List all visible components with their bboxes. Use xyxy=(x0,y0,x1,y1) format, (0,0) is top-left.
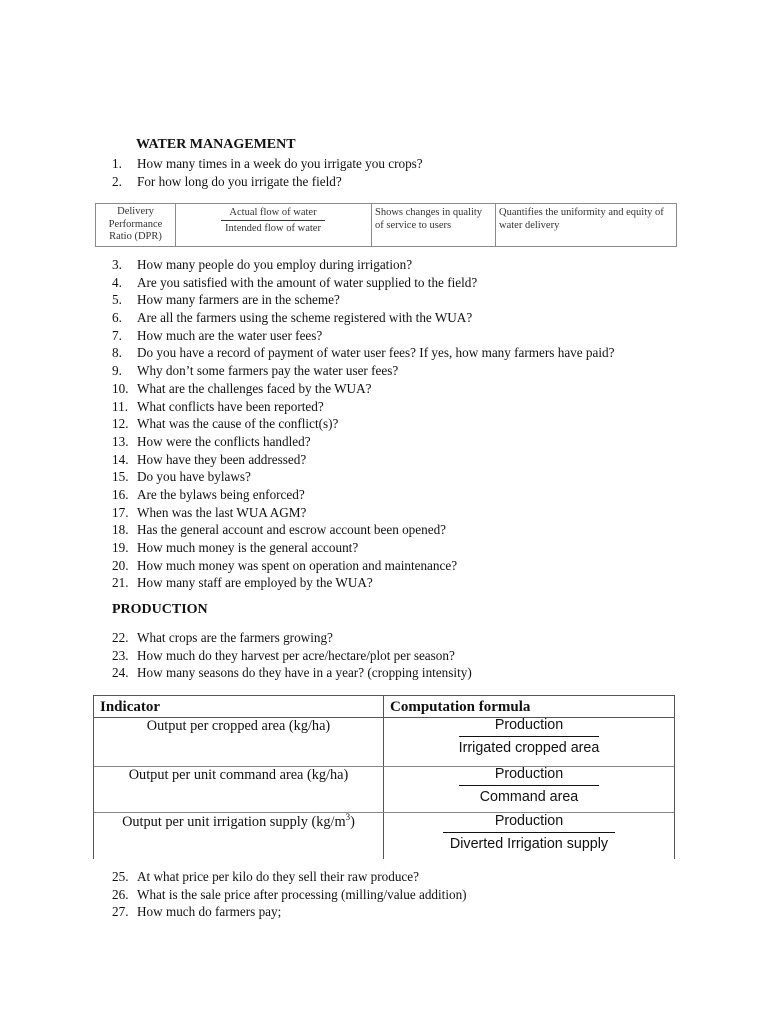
dpr-indicator-cell xyxy=(96,204,175,248)
question-text: How many people do you employ during irrigation? xyxy=(137,257,413,272)
dpr-denominator: Intended flow of water xyxy=(225,223,321,234)
question-number: 16. xyxy=(112,486,129,502)
question-number: 4. xyxy=(112,274,122,290)
question-item xyxy=(112,173,712,191)
question-item xyxy=(112,309,712,327)
question-item xyxy=(112,344,712,362)
question-list-production-a xyxy=(112,629,712,682)
question-number: 20. xyxy=(112,557,129,573)
dpr-purpose-line: water delivery xyxy=(499,219,560,231)
question-list-water-a xyxy=(112,155,712,190)
question-text: How much are the water user fees? xyxy=(137,327,323,343)
table-divider xyxy=(495,204,496,246)
question-number: 17. xyxy=(112,504,129,520)
table-divider xyxy=(371,204,372,246)
question-text: Are you satisfied with the amount of water supplied to the field? xyxy=(137,274,478,290)
question-text: What are the challenges faced by the WUA? xyxy=(137,380,372,396)
indicator-row-label-text: Output per unit irrigation supply (kg/m xyxy=(122,814,346,830)
question-item xyxy=(112,415,712,433)
question-number: 27. xyxy=(112,904,129,920)
dpr-formula-cell xyxy=(176,204,370,246)
question-number: 21. xyxy=(112,575,129,591)
question-item xyxy=(112,155,712,173)
question-item xyxy=(112,886,712,904)
dpr-description-line: Shows changes in quality xyxy=(375,207,483,218)
question-text: How many farmers are in the scheme? xyxy=(137,292,340,308)
question-item xyxy=(112,327,712,345)
formula-denominator: Diverted Irrigation supply xyxy=(449,836,609,852)
dpr-indicator-line: Performance xyxy=(108,218,163,230)
indicator-row-label: Output per unit command area (kg/ha) xyxy=(128,767,349,783)
question-number: 26. xyxy=(112,886,129,902)
question-number: 10. xyxy=(112,380,129,396)
question-item xyxy=(112,380,712,398)
section-heading-production: PRODUCTION xyxy=(112,602,208,617)
question-text: How many times in a week do you irrigate you crops? xyxy=(137,156,423,171)
question-text: When was the last WUA AGM? xyxy=(137,504,307,520)
question-item xyxy=(112,868,712,886)
question-number: 5. xyxy=(112,292,122,308)
formula-numerator: Production xyxy=(494,766,564,782)
question-text: How many staff are employed by the WUA? xyxy=(137,575,373,591)
fraction-bar xyxy=(221,220,325,221)
question-item xyxy=(112,398,712,416)
question-item xyxy=(112,468,712,486)
formula-cell xyxy=(384,716,674,758)
column-header-indicator: Indicator xyxy=(100,699,160,715)
question-number: 15. xyxy=(112,469,129,485)
question-number: 7. xyxy=(112,327,122,343)
question-number: 6. xyxy=(112,310,122,326)
question-item xyxy=(112,521,712,539)
question-item xyxy=(112,362,712,380)
question-item xyxy=(112,451,712,469)
formula-numerator: Production xyxy=(494,717,564,733)
column-header-formula: Computation formula xyxy=(390,699,531,715)
question-number: 1. xyxy=(112,156,122,171)
question-text: For how long do you irrigate the field? xyxy=(137,173,342,189)
question-number: 25. xyxy=(112,869,129,884)
question-text: How were the conflicts handled? xyxy=(137,433,311,449)
question-number: 9. xyxy=(112,363,122,379)
question-text: How much do farmers pay; xyxy=(137,904,282,920)
indicator-row-label: Output per cropped area (kg/ha) xyxy=(146,718,331,734)
question-text: What conflicts have been reported? xyxy=(137,398,324,414)
question-item xyxy=(112,903,712,921)
dpr-description-cell xyxy=(375,204,495,249)
question-text: Do you have a record of payment of water user fees? If yes, how many farmers have paid? xyxy=(137,345,615,361)
dpr-indicator-line: Delivery xyxy=(117,206,154,217)
question-number: 23. xyxy=(112,647,129,663)
question-item xyxy=(112,629,712,647)
question-text: What crops are the farmers growing? xyxy=(137,630,333,645)
question-text: How many seasons do they have in a year? (cropping intensity) xyxy=(137,665,472,681)
question-text: Are the bylaws being enforced? xyxy=(137,486,305,502)
question-text: How much money was spent on operation and maintenance? xyxy=(137,557,458,573)
dpr-purpose-cell xyxy=(499,204,675,249)
question-text: At what price per kilo do they sell their raw produce? xyxy=(137,869,419,884)
formula-numerator: Production xyxy=(494,813,564,829)
question-item xyxy=(112,256,712,274)
dpr-numerator: Actual flow of water xyxy=(229,207,317,218)
dpr-description-line: of service to users xyxy=(375,219,452,231)
question-number: 8. xyxy=(112,345,122,361)
question-number: 3. xyxy=(112,257,122,272)
question-text: How much do they harvest per acre/hectare/plot per season? xyxy=(137,647,455,663)
indicator-table xyxy=(93,695,675,859)
question-number: 19. xyxy=(112,540,129,555)
question-text: Why don’t some farmers pay the water user fees? xyxy=(137,363,399,379)
question-number: 22. xyxy=(112,630,129,645)
formula-denominator: Irrigated cropped area xyxy=(458,740,600,756)
question-item xyxy=(112,647,712,665)
question-item xyxy=(112,557,712,575)
fraction-bar xyxy=(459,785,599,786)
question-item xyxy=(112,664,712,682)
dpr-purpose-line: Quantifies the uniformity and equity of xyxy=(499,207,664,218)
formula-cell xyxy=(384,812,674,854)
indicator-row-label-text: ) xyxy=(350,814,355,830)
question-number: 2. xyxy=(112,173,122,189)
question-number: 11. xyxy=(112,398,128,414)
superscript: 3 xyxy=(345,812,351,823)
question-item xyxy=(112,274,712,292)
formula-denominator: Command area xyxy=(479,789,579,805)
question-text: Are all the farmers using the scheme registered with the WUA? xyxy=(137,310,473,326)
question-item xyxy=(112,504,712,522)
question-number: 13. xyxy=(112,433,129,449)
question-text: Do you have bylaws? xyxy=(137,469,251,485)
question-text: What is the sale price after processing (milling/value addition) xyxy=(137,886,467,902)
fraction-bar xyxy=(459,736,599,737)
question-number: 14. xyxy=(112,451,129,467)
question-item xyxy=(112,486,712,504)
question-list-production-b xyxy=(112,868,712,921)
question-text: How much money is the general account? xyxy=(137,540,359,555)
question-text: Has the general account and escrow account been opened? xyxy=(137,522,447,538)
question-item xyxy=(112,574,712,592)
question-text: How have they been addressed? xyxy=(137,451,307,467)
question-number: 18. xyxy=(112,522,129,538)
question-item xyxy=(112,539,712,557)
question-number: 12. xyxy=(112,416,129,432)
formula-cell xyxy=(384,765,674,807)
fraction-bar xyxy=(443,832,615,833)
question-item xyxy=(112,433,712,451)
indicator-row-label xyxy=(94,814,383,831)
question-item xyxy=(112,291,712,309)
question-text: What was the cause of the conflict(s)? xyxy=(137,416,339,432)
question-number: 24. xyxy=(112,665,129,681)
section-heading-water-management: WATER MANAGEMENT xyxy=(136,137,296,152)
question-list-water-b xyxy=(112,256,712,592)
dpr-indicator-line: Ratio (DPR) xyxy=(109,231,162,243)
dpr-table xyxy=(95,203,677,247)
